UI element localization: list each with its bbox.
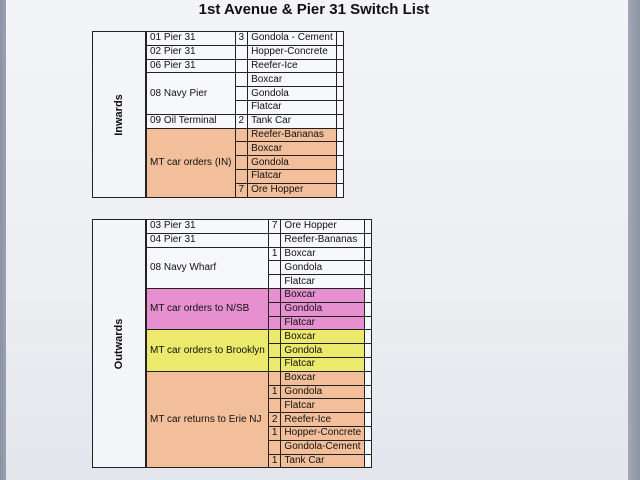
count-cell: 2 xyxy=(268,413,281,427)
notes-cell xyxy=(365,357,372,371)
car-type-cell: Boxcar xyxy=(281,288,365,302)
car-type-cell: Tank Car xyxy=(281,454,365,468)
notes-cell xyxy=(336,169,343,183)
location-cell: 08 Navy Wharf xyxy=(147,247,269,288)
location-cell: MT car orders (IN) xyxy=(147,128,236,197)
notes-cell xyxy=(365,288,372,302)
table-row xyxy=(147,59,344,73)
count-cell xyxy=(268,233,281,247)
table-row xyxy=(147,233,372,247)
location-cell: 02 Pier 31 xyxy=(147,45,236,59)
count-cell: 1 xyxy=(268,426,281,440)
count-cell xyxy=(268,316,281,330)
location-cell: 08 Navy Pier xyxy=(147,73,236,114)
count-cell: 7 xyxy=(235,183,248,197)
page-title: 1st Avenue & Pier 31 Switch List xyxy=(198,1,430,18)
count-cell: 3 xyxy=(235,32,248,46)
car-type-cell: Flatcar xyxy=(248,169,337,183)
notes-cell xyxy=(365,302,372,316)
inwards-label: Inwards xyxy=(113,93,125,136)
notes-cell xyxy=(365,316,372,330)
car-type-cell: Gondola xyxy=(248,87,337,101)
outwards-table xyxy=(146,219,372,468)
location-cell: MT car orders to Brooklyn xyxy=(147,330,269,371)
car-type-cell: Boxcar xyxy=(281,330,365,344)
inwards-table xyxy=(146,31,344,198)
car-type-cell: Reefer-Ice xyxy=(281,413,365,427)
car-type-cell: Gondola xyxy=(281,302,365,316)
notes-cell xyxy=(336,142,343,156)
car-type-cell: Flatcar xyxy=(281,316,365,330)
count-cell xyxy=(268,261,281,275)
count-cell xyxy=(235,45,248,59)
count-cell xyxy=(235,87,248,101)
location-cell: 01 Pier 31 xyxy=(147,32,236,46)
car-type-cell: Tank Car xyxy=(248,114,337,128)
count-cell xyxy=(268,275,281,289)
count-cell: 2 xyxy=(235,114,248,128)
car-type-cell: Ore Hopper xyxy=(248,183,337,197)
location-cell: 03 Pier 31 xyxy=(147,220,269,234)
car-type-cell: Boxcar xyxy=(281,247,365,261)
count-cell: 1 xyxy=(268,454,281,468)
car-type-cell: Gondola xyxy=(281,261,365,275)
notes-cell xyxy=(336,59,343,73)
car-type-cell: Boxcar xyxy=(248,142,337,156)
notes-cell xyxy=(365,344,372,358)
location-cell: 09 Oil Terminal xyxy=(147,114,236,128)
notes-cell xyxy=(365,413,372,427)
notes-cell xyxy=(365,385,372,399)
car-type-cell: Flatcar xyxy=(281,399,365,413)
table-row xyxy=(147,330,372,344)
table-row xyxy=(147,73,344,87)
count-cell xyxy=(268,399,281,413)
location-cell: 06 Pier 31 xyxy=(147,59,236,73)
car-type-cell: Flatcar xyxy=(281,357,365,371)
notes-cell xyxy=(365,399,372,413)
count-cell: 1 xyxy=(268,385,281,399)
count-cell xyxy=(268,344,281,358)
count-cell xyxy=(268,330,281,344)
count-cell xyxy=(268,371,281,385)
notes-cell xyxy=(365,233,372,247)
count-cell xyxy=(235,128,248,142)
count-cell xyxy=(235,73,248,87)
car-type-cell: Hopper-Concrete xyxy=(281,426,365,440)
car-type-cell: Gondola xyxy=(281,385,365,399)
table-row xyxy=(147,114,344,128)
notes-cell xyxy=(336,100,343,114)
car-type-cell: Gondola xyxy=(281,344,365,358)
notes-cell xyxy=(365,247,372,261)
table-row xyxy=(147,371,372,385)
table-row xyxy=(147,288,372,302)
count-cell xyxy=(268,440,281,454)
location-cell: MT car orders to N/SB xyxy=(147,288,269,329)
notes-cell xyxy=(336,114,343,128)
notes-cell xyxy=(365,220,372,234)
outwards-label: Outwards xyxy=(113,318,125,369)
outwards-table-body xyxy=(147,220,372,468)
count-cell xyxy=(235,142,248,156)
notes-cell xyxy=(336,156,343,170)
notes-cell xyxy=(336,32,343,46)
location-cell: MT car returns to Erie NJ xyxy=(147,371,269,468)
car-type-cell: Reefer-Ice xyxy=(248,59,337,73)
count-cell xyxy=(235,169,248,183)
car-type-cell: Flatcar xyxy=(281,275,365,289)
count-cell xyxy=(268,302,281,316)
inwards-table-body xyxy=(147,32,344,198)
count-cell xyxy=(268,357,281,371)
location-cell: 04 Pier 31 xyxy=(147,233,269,247)
table-row xyxy=(147,220,372,234)
car-type-cell: Boxcar xyxy=(248,73,337,87)
inwards-side-panel xyxy=(92,31,146,198)
car-type-cell: Ore Hopper xyxy=(281,220,365,234)
notes-cell xyxy=(365,261,372,275)
outwards-side-panel xyxy=(92,219,146,468)
notes-cell xyxy=(336,73,343,87)
car-type-cell: Boxcar xyxy=(281,371,365,385)
car-type-cell: Gondola xyxy=(248,156,337,170)
table-row xyxy=(147,32,344,46)
car-type-cell: Flatcar xyxy=(248,100,337,114)
notes-cell xyxy=(365,426,372,440)
notes-cell xyxy=(336,128,343,142)
count-cell: 1 xyxy=(268,247,281,261)
notes-cell xyxy=(336,183,343,197)
count-cell xyxy=(235,100,248,114)
notes-cell xyxy=(336,87,343,101)
count-cell xyxy=(235,156,248,170)
car-type-cell: Reefer-Bananas xyxy=(248,128,337,142)
count-cell xyxy=(235,59,248,73)
table-row xyxy=(147,128,344,142)
count-cell xyxy=(268,288,281,302)
table-row xyxy=(147,247,372,261)
notes-cell xyxy=(365,371,372,385)
notes-cell xyxy=(365,275,372,289)
notes-cell xyxy=(365,330,372,344)
notes-cell xyxy=(365,454,372,468)
car-type-cell: Reefer-Bananas xyxy=(281,233,365,247)
car-type-cell: Gondola-Cement xyxy=(281,440,365,454)
notes-cell xyxy=(365,440,372,454)
table-row xyxy=(147,45,344,59)
car-type-cell: Hopper-Concrete xyxy=(248,45,337,59)
car-type-cell: Gondola - Cement xyxy=(248,32,337,46)
notes-cell xyxy=(336,45,343,59)
count-cell: 7 xyxy=(268,220,281,234)
